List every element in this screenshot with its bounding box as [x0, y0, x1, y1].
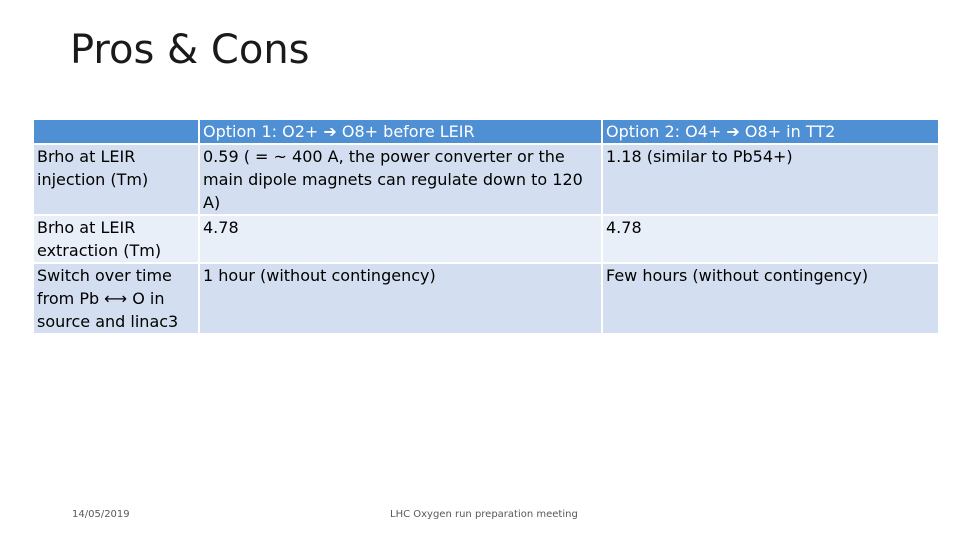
header-option-2: Option 2: O4+ ➔ O8+ in TT2	[602, 119, 939, 144]
row-label-brho-extraction: Brho at LEIR extraction (Tm)	[33, 215, 199, 263]
table-row	[33, 215, 939, 263]
table-row	[33, 144, 939, 215]
footer-meeting-name: LHC Oxygen run preparation meeting	[390, 509, 578, 520]
cell-option-1-brho-injection: 0.59 ( = ~ 400 A, the power converter or the main dipole magnets can regulate down to 120 A)	[199, 144, 602, 215]
slide-title: Pros & Cons	[70, 27, 310, 73]
row-label-switch-over-time: Switch over time from Pb ⟷ O in source and linac3	[33, 263, 199, 334]
table-header-row	[33, 119, 939, 144]
table-row	[33, 263, 939, 334]
pros-cons-table	[32, 118, 940, 335]
row-label-brho-injection: Brho at LEIR injection (Tm)	[33, 144, 199, 215]
cell-option-1-brho-extraction: 4.78	[199, 215, 602, 263]
cell-option-2-brho-extraction: 4.78	[602, 215, 939, 263]
header-empty-cell	[33, 119, 199, 144]
footer-date: 14/05/2019	[72, 509, 130, 520]
header-option-1: Option 1: O2+ ➔ O8+ before LEIR	[199, 119, 602, 144]
cell-option-2-switch-over-time: Few hours (without contingency)	[602, 263, 939, 334]
cell-option-2-brho-injection: 1.18 (similar to Pb54+)	[602, 144, 939, 215]
cell-option-1-switch-over-time: 1 hour (without contingency)	[199, 263, 602, 334]
